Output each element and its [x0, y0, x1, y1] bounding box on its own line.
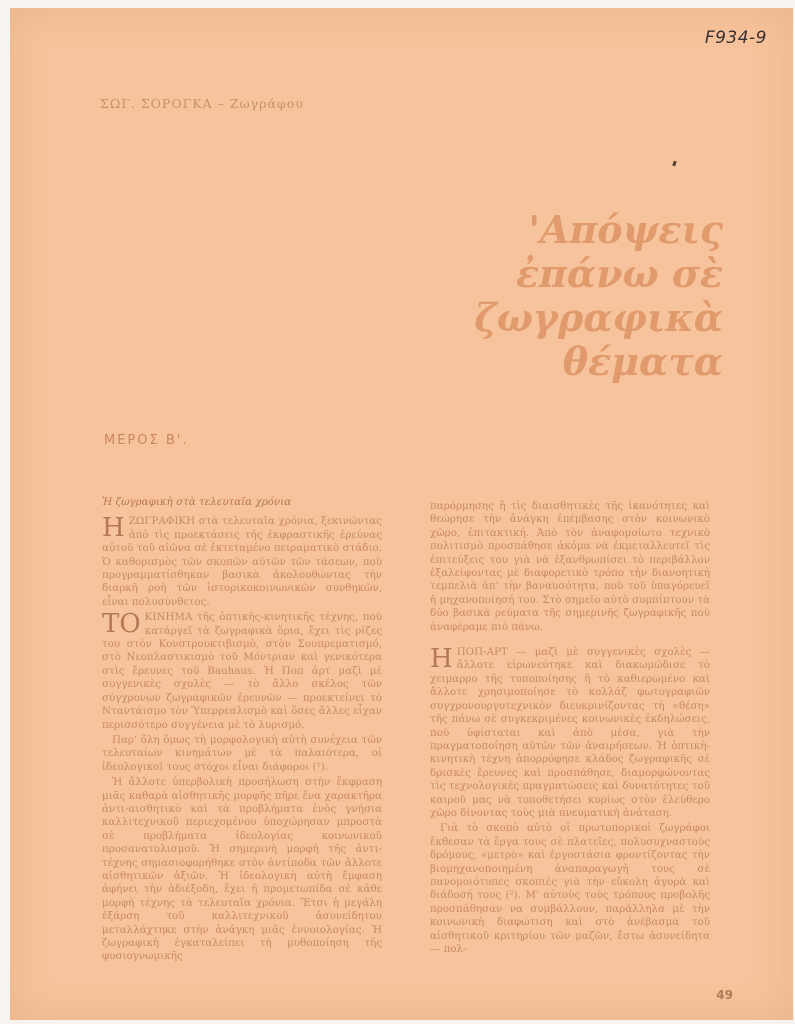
paragraph-text: ΠΟΠ-ΑΡΤ — μαζὶ μὲ συγγενικὲς σχολὲς — ἄλλοτε εἰρωνεύτηκε καὶ διακωμώδισε τὸ χειμαρρο τῆς τυποποίησης ἢ τὸ καθιερωμένο καὶ ἄλλοτε χρησιμοποίησε τὸ κολλάζ φωτογραφιῶν συγχρονουργοτεχνικὸν διευκρινίζοντας τὴ «θέση» τῆς πάνω σὲ συγκεκριμένες κοινωνικὲς ἐκδηλώσεις, ποὺ ὑφίσταται καὶ ἀπὸ μέσα, γιὰ τὴν πραγματοποίηση αὐτῶν τῶν ἀναιρήσεων. Ἡ ὀπτικὴ-κινητικὴ τέχνη ἀπορρόφησε κλάδος ζωγραφικῆς σὲ δρισκὲς ἔρευνες καὶ προσπάθησε, διαμορφώνοντας τὶς τεχνολογικὲς πραγματώσεις καὶ δυνατότητες τοῦ καιροῦ μας νὰ τοποθετήσει κυρίως στὸν ἐλεύθερο χῶρο δίνοντας τοὺς μιὰ πνευματικὴ ἀνάταση. [430, 646, 710, 819]
paragraph [102, 515, 382, 609]
drop-cap: Η [102, 513, 125, 544]
drop-cap: Η [430, 644, 453, 675]
paragraph: Παρ' ὅλη ὅμως τὴ μορφολογικὴ αὐτὴ συνέχεια τῶν τελευταίων κινημάτων μὲ τὰ παλαιότερα, οἱ ἰδεολογικοί τους στόχοι εἶναι διάφοροι (¹). [102, 733, 382, 773]
paragraph-text: ΖΩΓΡΑΦΙΚΗ στὰ τελευταῖα χρόνια, ξεκινώντας ἀπὸ τὶς προεκτάσεις τῆς ἐκφραστικῆς ἐρεύνας αὐτοῦ τοῦ αἰῶνα σὲ ἐκτεταμένο πειραματικὸ στάδιο. Ὁ καθορισμὸς τῶν σκοπῶν αὐτῶν τῶν τάσεων, ποὺ προγραμματίσθηκαν βασικὰ ἀκολουθώντας τὴν διαρκῆ ροὴ τῶν ἱστορικοκοινωνικῶν συνθηκῶν, εἶναι πολυσύνθετος. [102, 515, 382, 608]
paragraph: Γιὰ τὸ σκοπὸ αὐτὸ οἱ πρωτοπορικοὶ ζωγράφοι ἔκθεσαν τὰ ἔργα τους σὲ πλατεῖες, πολυσυχναστοὺς δρόμους, «μετρὸ» καὶ ἐργοστάσια φροντίζοντας τὴν βιομηχανοποιημένη ἀναπαραγωγὴ τους σὲ πανομοιότυπες σκοπιὲς γιὰ τὴν εὔκολη ἀγορὰ καὶ διάδοσή τους (²). Μ' αὐτοὺς τοὺς τρόπους προβολῆς προσπάθησαν να συμβάλλουν, παράλληλα μὲ τὴν κοινωνικὴ διαφώτιση καὶ στὸ ἀνέβασμα τοῦ αἰσθητικοῦ κριτηρίου τῶν μαζῶν, ἔστω ἀσυνείδητα — πολ- [430, 822, 710, 955]
page-number: 49 [716, 988, 733, 1002]
pen-mark [672, 161, 677, 167]
paragraph-text: ΚΙΝΗΜΑ τῆς ὀπτικῆς-κινητικῆς τέχνης, ποὺ κατάργεῖ τὰ ζωγραφικὰ ὅρια, ἔχει τὶς ρίζες του στὸν Κονστρουκτιβισμὸ, στὸν Σουπρεματισμό, στὸ Νεοπλαστικισμὸ τοῦ Μόντριαν καὶ γενικότερα στὶς ἔρευνες τοῦ Bauhaus. Ἡ Ποπ ἀρτ μαζὶ μὲ συγγενικὲς σχολὲς — τὸ ἄλλο σκέλος τῶν σύγχρονων ζωγραφικῶν ἐρευνῶν — προεκτείνει τὸ Νταντάισμο τὸν Ὑπερρεαλισμὸ καὶ ὅσες ἄλλες εἶχαν περισσότερο συγγένεια μὲ τὸ λυρισμό. [102, 611, 382, 731]
archive-code: F934-9 [704, 28, 767, 48]
paragraph [430, 646, 710, 820]
right-column [430, 500, 710, 958]
article-title [303, 208, 723, 384]
left-column [102, 496, 382, 966]
title-line-2: ἐπάνω σὲ ζωγραφικὰ [474, 251, 723, 340]
part-label: ΜΕΡΟΣ Β'. [104, 433, 189, 448]
paragraph: Ἡ ἄλλοτε ὑπερβολικὴ προσήλωση στὴν ἔκφραση μιᾶς καθαρὰ αἰσθητικῆς μορφῆς πῆρε ἕνα χαρακτῆρα ἀντι-αισθητικὸ καὶ τὰ προβλήματα ἑνὸς γνήσια καλλιτεχνικοῦ περιεχομένου ὑποχώρησαν μπροστὰ σὲ προβλήματα ἰδεολογίας κοινωνικοῦ προσανατολισμοῦ. Ἡ σημερινὴ μορφὴ τῆς ἀντι-τέχνης σημασιοφορήθηκε στὸν ἀντίποδα τῶν ἄλλοτε αἰσθητικῶν ἀξιῶν. Ἡ ἰδεολογικὴ αὐτὴ ἔμφαση ἀφήνει τὴν ἀδιέξοδη, ἔχει ἡ προμετωπίδα σὲ κάθε μορφὴ τέχνης τὰ τελευταῖα χρόνια. Ἔτσι ἡ μεγάλη ἐξάρση τοῦ καλλιτεχνικοῦ ἀσυνείδητου μεταλλάχτηκε στὴν ἀνάγκη μιᾶς ἐννοιολογίας. Ἡ ζωγραφικὴ ἐγκαταλείπει τὴ μυθοποίηση τῆς φυσιογνωμικῆς [102, 776, 382, 963]
title-line-1: 'Απόψεις [528, 207, 723, 252]
paragraph [102, 611, 382, 732]
author-line: ΣΩΓ. ΣΟΡΟΓΚΑ – Ζωγράφου [100, 96, 304, 111]
drop-cap: ΤΟ [102, 609, 141, 640]
section-subheading: Ἡ ζωγραφικὴ στὰ τελευταῖα χρόνια [102, 496, 292, 508]
document-page [10, 8, 793, 1020]
paragraph: παρόρμησης ἢ τὶς διαισθητικὲς τῆς ἱκανότητες καὶ θεώρησε τὴν ἀνάγκη ἐπέμβασης στὸν κοινωνικὸ χῶρο, ἐπιτακτική. Ἀπὸ τὸν ἀναφομοίωτο τεχνικὸ πολιτισμὸ προσπάθησε ἀκόμα νὰ ἐκμεταλλευτεῖ τὶς ἐπιτεύξεις του γιὰ νὰ ἐξανθρωπίσει τὸ περιβάλλον ἐξαλείφοντας μὲ διαφορετικὸ τρόπο τὴν διανοητικὴ τεμπελιὰ ἀπ' τὴν βαναυσότητα, ποὺ τοῦ ὑπαγόρευεῖ ἡ μηχανοποίησή του. Στὸ σημεῖο αὐτὸ συμπίπτουν τὰ δύο βασικὰ ρεύματα τῆς σημερινῆς ζωγραφικῆς ποὺ ἀναφέραμε πιὸ πάνω. [430, 500, 710, 633]
title-line-3: θέματα [562, 339, 723, 384]
